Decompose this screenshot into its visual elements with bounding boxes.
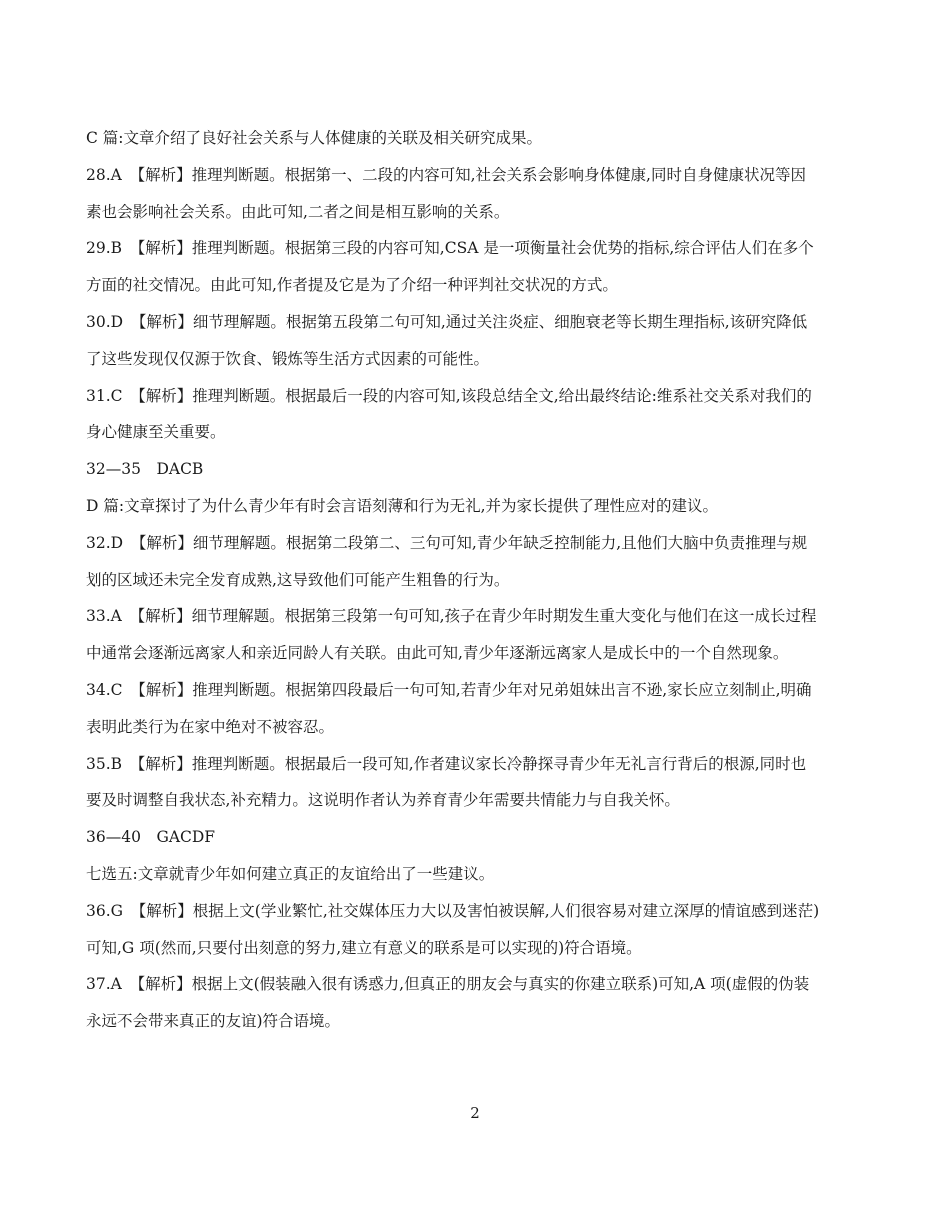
text-line: 要及时调整自我状态,补充精力。这说明作者认为养育青少年需要共情能力与自我关怀。 — [86, 791, 680, 810]
answer-explanations — [86, 120, 866, 1040]
text-line: 31.C 【解析】推理判断题。根据最后一段的内容可知,该段总结全文,给出最终结论:维系社交关系对我们的 — [86, 386, 812, 405]
text-line: 划的区域还未完全发育成熟,这导致他们可能产生粗鲁的行为。 — [86, 570, 510, 589]
text-line: 37.A 【解析】根据上文(假装融入很有诱惑力,但真正的朋友会与真实的你建立联系)可知,A 项(虚假的伪装 — [86, 975, 810, 994]
text-line: 32.D 【解析】细节理解题。根据第二段第二、三句可知,青少年缺乏控制能力,且他们大脑中负责推理与规 — [86, 533, 808, 552]
text-line: 七选五:文章就青少年如何建立真正的友谊给出了一些建议。 — [86, 864, 495, 883]
text-line: 34.C 【解析】推理判断题。根据第四段最后一句可知,若青少年对兄弟姐妹出言不逊,家长应立刻制止,明确 — [86, 680, 812, 699]
text-line: 28.A 【解析】推理判断题。根据第一、二段的内容可知,社会关系会影响身体健康,同时自身健康状况等因 — [86, 165, 806, 184]
text-line: 素也会影响社会关系。由此可知,二者之间是相互影响的关系。 — [86, 202, 510, 221]
text-line: D 篇:文章探讨了为什么青少年有时会言语刻薄和行为无礼,并为家长提供了理性应对的建议。 — [86, 496, 719, 515]
text-line: 身心健康至关重要。 — [86, 423, 226, 442]
page-number: 2 — [470, 1104, 480, 1122]
text-line: 永远不会带来真正的友谊)符合语境。 — [86, 1012, 341, 1031]
text-line: 33.A 【解析】细节理解题。根据第三段第一句可知,孩子在青少年时期发生重大变化与他们在这一成长过程 — [86, 607, 817, 626]
text-line: 表明此类行为在家中绝对不被容忍。 — [86, 717, 335, 736]
text-line: 36.G 【解析】根据上文(学业繁忙,社交媒体压力大以及害怕被误解,人们很容易对建立深厚的情谊感到迷茫) — [86, 901, 820, 920]
text-line: 了这些发现仅仅源于饮食、锻炼等生活方式因素的可能性。 — [86, 349, 490, 368]
text-line: 中通常会逐渐远离家人和亲近同龄人有关联。由此可知,青少年逐渐远离家人是成长中的一个自然现象。 — [86, 644, 789, 663]
text-line: 30.D 【解析】细节理解题。根据第五段第二句可知,通过关注炎症、细胞衰老等长期生理指标,该研究降低 — [86, 312, 808, 331]
text-line: 35.B 【解析】推理判断题。根据最后一段可知,作者建议家长冷静探寻青少年无礼言行背后的根源,同时也 — [86, 754, 807, 773]
text-line: C 篇:文章介绍了良好社会关系与人体健康的关联及相关研究成果。 — [86, 129, 543, 147]
text-line: 方面的社交情况。由此可知,作者提及它是为了介绍一种评判社交状况的方式。 — [86, 276, 618, 295]
text-line: 可知,G 项(然而,只要付出刻意的努力,建立有意义的联系是可以实现的)符合语境。 — [86, 938, 642, 957]
text-line: 32—35 DACB — [86, 460, 204, 479]
text-line: 36—40 GACDF — [86, 828, 216, 847]
text-line: 29.B 【解析】推理判断题。根据第三段的内容可知,CSA 是一项衡量社会优势的指标,综合评估人们在多个 — [86, 239, 814, 258]
